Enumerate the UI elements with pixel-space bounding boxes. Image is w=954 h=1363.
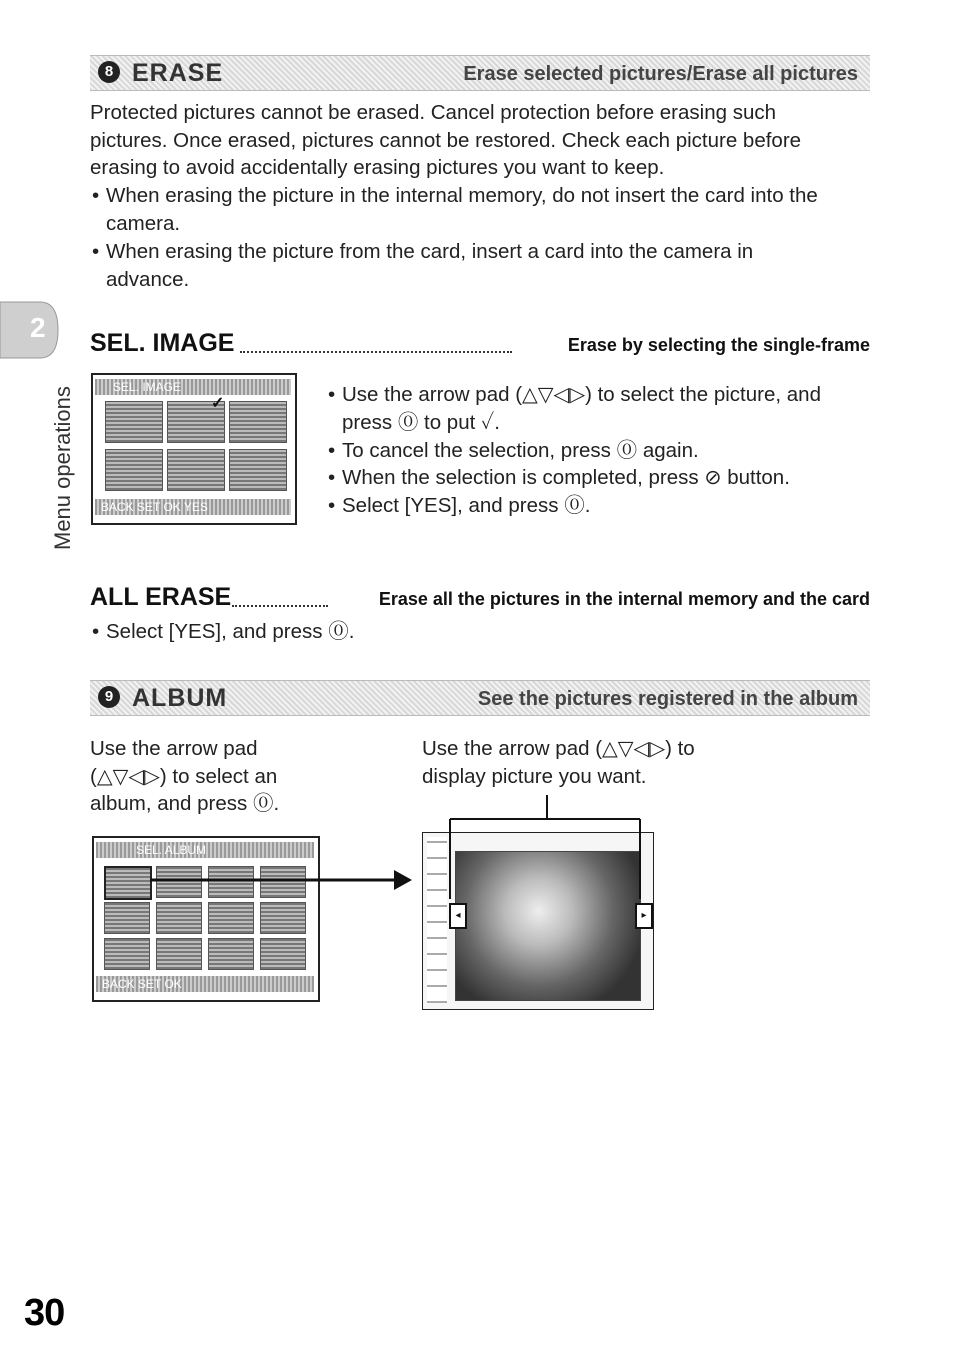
all-erase-bullet: • Select [YES], and press ⓪. bbox=[92, 620, 355, 643]
album-thumbnail bbox=[260, 902, 306, 934]
prev-page-icon: ◂ bbox=[449, 903, 467, 929]
album-section-bar bbox=[90, 680, 870, 716]
album-thumbnail bbox=[104, 938, 150, 970]
screen-footer: BACK SET OK bbox=[96, 976, 314, 992]
sel-image-label: SEL. IMAGE bbox=[90, 329, 235, 357]
erase-bullet: • When erasing the picture from the card, insert a card into the camera in advance. bbox=[92, 240, 754, 291]
screen-header: SEL. ALBUM bbox=[96, 842, 314, 858]
leader-dots bbox=[232, 605, 328, 607]
intro-line: pictures. Once erased, pictures cannot be restored. Check each picture before bbox=[90, 128, 802, 152]
chapter-label: Menu operations bbox=[50, 386, 75, 550]
section-number-badge: 8 bbox=[98, 61, 120, 83]
sel-image-description: Erase by selecting the single-frame bbox=[567, 335, 870, 355]
section-title: ALBUM bbox=[132, 684, 228, 712]
album-thumbnail bbox=[260, 938, 306, 970]
thumbnail bbox=[167, 449, 225, 491]
thumbnail bbox=[229, 401, 287, 443]
album-thumbnail bbox=[156, 902, 202, 934]
all-erase-description: Erase all the pictures in the internal memory and the card bbox=[378, 589, 870, 609]
chapter-tab bbox=[0, 300, 60, 360]
album-thumbnail bbox=[208, 938, 254, 970]
album-thumbnail-selected bbox=[104, 866, 152, 900]
section-subtitle: See the pictures registered in the album bbox=[477, 688, 858, 710]
thumbnail bbox=[229, 449, 287, 491]
sel-image-heading bbox=[90, 328, 870, 360]
callout-lines bbox=[440, 795, 660, 905]
section-subtitle: Erase selected pictures/Erase all pictures bbox=[463, 63, 858, 85]
leader-dots bbox=[240, 351, 512, 353]
section-number-badge: 9 bbox=[98, 686, 120, 708]
erase-section-bar bbox=[90, 55, 870, 91]
page-number: 30 bbox=[24, 1292, 65, 1334]
album-thumbnail bbox=[208, 902, 254, 934]
thumbnail bbox=[105, 401, 163, 443]
sel-image-bullet: • When the selection is completed, press ⊘ button. bbox=[328, 466, 790, 489]
section-title: ERASE bbox=[132, 59, 224, 87]
erase-bullet: • When erasing the picture in the internal memory, do not insert the card into the camera. bbox=[92, 184, 818, 235]
intro-line: erasing to avoid accidentally erasing pictures you want to keep. bbox=[90, 156, 665, 179]
screen-footer: BACK SET OK YES bbox=[95, 499, 291, 515]
sel-image-bullet: • Use the arrow pad (△▽◁▷) to select the picture, and press ⓪ to put ✓. bbox=[328, 383, 821, 434]
album-right-caption: Use the arrow pad (△▽◁▷) to display picture you want. bbox=[422, 737, 695, 788]
all-erase-label: ALL ERASE bbox=[90, 583, 232, 611]
intro-line: Protected pictures cannot be erased. Cancel protection before erasing such bbox=[90, 101, 777, 124]
album-select-screen bbox=[92, 836, 320, 1002]
thumbnail bbox=[105, 449, 163, 491]
sel-image-bullet: • Select [YES], and press ⓪. bbox=[328, 494, 591, 517]
erase-intro bbox=[90, 99, 870, 182]
check-mark-icon: ✓ bbox=[211, 395, 225, 412]
album-thumbnail bbox=[156, 938, 202, 970]
next-page-icon: ▸ bbox=[635, 903, 653, 929]
album-left-caption: Use the arrow pad (△▽◁▷) to select an album, and press ⓪. bbox=[90, 737, 280, 815]
all-erase-heading bbox=[90, 582, 870, 614]
screen-header: SEL. IMAGE bbox=[95, 379, 291, 395]
album-thumbnail bbox=[104, 902, 150, 934]
chapter-number: 2 bbox=[30, 312, 46, 343]
right-arrow-icon bbox=[150, 862, 412, 892]
sel-image-bullet: • To cancel the selection, press ⓪ again. bbox=[328, 439, 699, 462]
sel-image-screen bbox=[91, 373, 297, 525]
